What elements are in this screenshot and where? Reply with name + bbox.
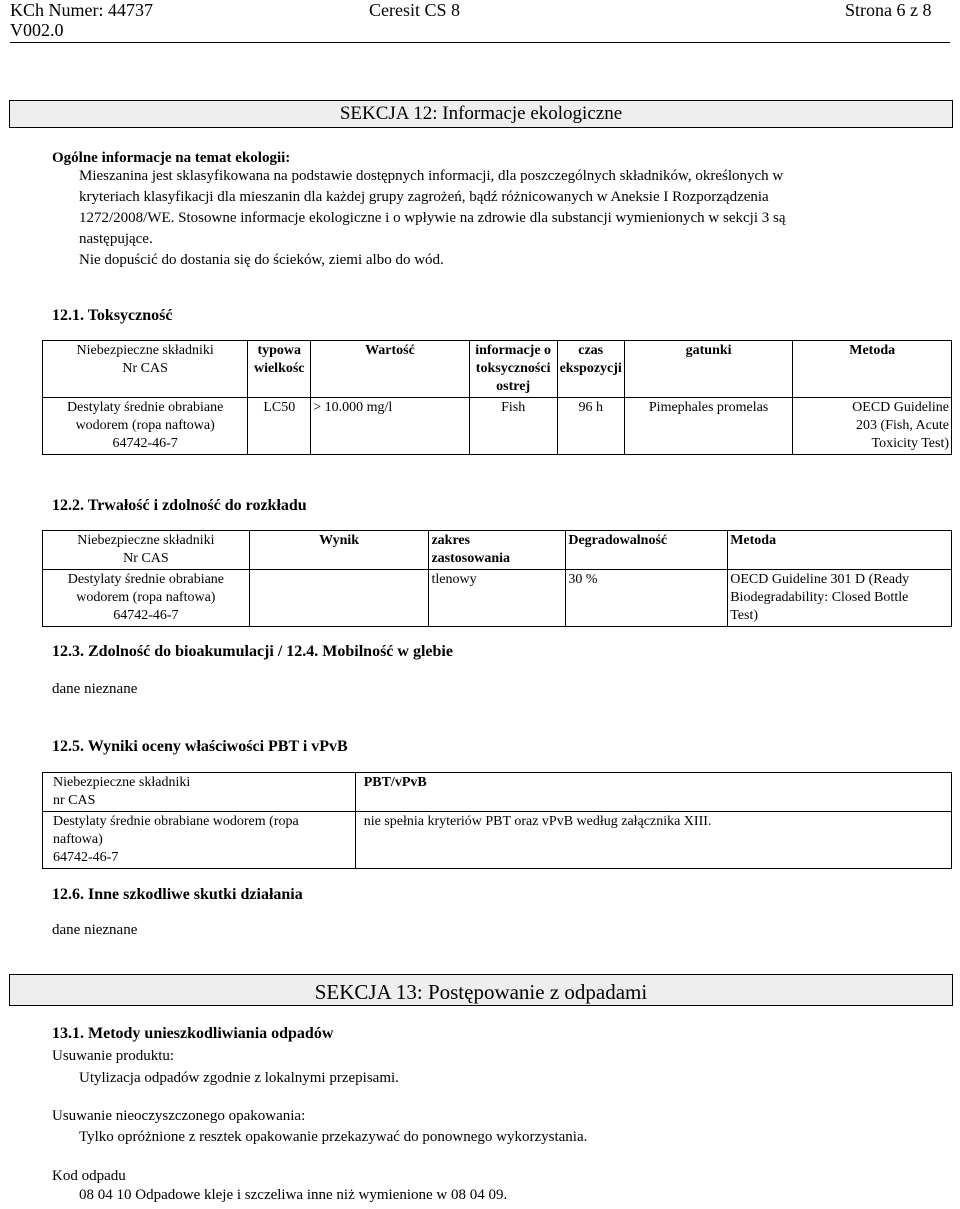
- header-cell: PBT/vPvB: [355, 773, 951, 812]
- persistence-table: [42, 530, 952, 627]
- waste-code-text: 08 04 10 Odpadowe kleje i szczeliwa inne niż wymienione w 08 04 09.: [79, 1187, 508, 1203]
- time-cell: 96 h: [557, 398, 624, 455]
- pbt-table: [42, 772, 952, 869]
- header-divider: [10, 42, 950, 43]
- section-13-title-bar: [9, 974, 953, 1006]
- header-cell: Niebezpieczne składniki Nr CAS: [43, 341, 248, 398]
- type-cell: LC50: [248, 398, 311, 455]
- other-effects-text: dane nieznane: [52, 922, 138, 938]
- subsection-12-1-title: 12.1. Toksyczność: [52, 307, 173, 324]
- header-cell: typowa wielkośc: [248, 341, 311, 398]
- general-info-line: kryteriach klasyfikacji dla mieszanin dla każdej grupy zagrożeń, bądź różnicowanych w Aneksie I Rozporządzenia: [79, 189, 769, 205]
- section-13-title: SEKCJA 13: Postępowanie z odpadami: [314, 980, 648, 1004]
- header-cell: Niebezpieczne składniki nr CAS: [43, 773, 356, 812]
- subsection-13-1-title: 13.1. Metody unieszkodliwiania odpadów: [52, 1025, 334, 1042]
- table-header-row: [43, 531, 952, 570]
- table-row: [43, 812, 952, 869]
- page-number: Strona 6 z 8: [845, 0, 932, 20]
- method-cell: OECD Guideline 203 (Fish, Acute Toxicity Test): [793, 398, 952, 455]
- degradability-cell: 30 %: [566, 570, 728, 627]
- waste-code-label: Kod odpadu: [52, 1168, 126, 1184]
- table-header-row: [43, 773, 952, 812]
- general-info-line: Mieszanina jest sklasyfikowana na podstawie dostępnych informacji, dla poszczególnych składników, określonych w: [79, 168, 784, 184]
- toxicity-table: [42, 340, 952, 455]
- packaging-disposal-label: Usuwanie nieoczyszczonego opakowania:: [52, 1108, 306, 1124]
- result-cell: [249, 570, 429, 627]
- general-info-text: [79, 166, 919, 271]
- component-cell: Destylaty średnie obrabiane wodorem (ropa naftowa) 64742-46-7: [43, 812, 356, 869]
- species-cell: Pimephales promelas: [624, 398, 793, 455]
- subsection-12-3-title: 12.3. Zdolność do bioakumulacji / 12.4. Mobilność w glebie: [52, 643, 453, 660]
- section-12-title: SEKCJA 12: Informacje ekologiczne: [339, 103, 623, 124]
- general-info-line: 1272/2008/WE. Stosowne informacje ekologiczne i o wpływie na zdrowie dla substancji wymienionych w sekcji 3 są: [79, 210, 786, 226]
- general-info-line: Nie dopuścić do dostania się do ścieków, ziemi albo do wód.: [79, 252, 444, 268]
- range-cell: tlenowy: [429, 570, 566, 627]
- header-cell: Metoda: [728, 531, 952, 570]
- product-disposal-text: Utylizacja odpadów zgodnie z lokalnymi przepisami.: [79, 1070, 399, 1086]
- component-cell: Destylaty średnie obrabiane wodorem (ropa naftowa) 64742-46-7: [43, 398, 248, 455]
- subsection-12-6-title: 12.6. Inne szkodliwe skutki działania: [52, 886, 303, 903]
- header-cell: informacje o toksyczności ostrej: [469, 341, 557, 398]
- method-cell: OECD Guideline 301 D (Ready Biodegradability: Closed Bottle Test): [728, 570, 952, 627]
- bioaccumulation-text: dane nieznane: [52, 681, 138, 697]
- tox-cell: Fish: [469, 398, 557, 455]
- table-row: [43, 570, 952, 627]
- header-cell: zakres zastosowania: [429, 531, 566, 570]
- packaging-disposal-text: Tylko opróżnione z resztek opakowanie przekazywać do ponownego wykorzystania.: [79, 1129, 588, 1145]
- product-disposal-label: Usuwanie produktu:: [52, 1048, 175, 1064]
- general-info-line: następujące.: [79, 231, 153, 247]
- header-cell: czas ekspozycji: [557, 341, 624, 398]
- general-info-heading: Ogólne informacje na temat ekologii:: [52, 150, 291, 166]
- subsection-12-5-title: 12.5. Wyniki oceny właściwości PBT i vPvB: [52, 738, 348, 755]
- component-cell: Destylaty średnie obrabiane wodorem (ropa naftowa) 64742-46-7: [43, 570, 250, 627]
- document-number: KCh Numer: 44737: [10, 0, 153, 20]
- header-cell: Wartość: [311, 341, 470, 398]
- header-cell: Degradowalność: [566, 531, 728, 570]
- header-cell: Wynik: [249, 531, 429, 570]
- table-header-row: [43, 341, 952, 398]
- document-version: V002.0: [10, 20, 64, 40]
- table-row: [43, 398, 952, 455]
- pbt-cell: nie spełnia kryteriów PBT oraz vPvB według załącznika XIII.: [355, 812, 951, 869]
- header-cell: Metoda: [793, 341, 952, 398]
- subsection-12-2-title: 12.2. Trwałość i zdolność do rozkładu: [52, 497, 307, 514]
- value-cell: > 10.000 mg/l: [311, 398, 470, 455]
- section-12-title-bar: [9, 100, 953, 128]
- product-name: Ceresit CS 8: [369, 0, 461, 20]
- header-cell: Niebezpieczne składniki Nr CAS: [43, 531, 250, 570]
- header-cell: gatunki: [624, 341, 793, 398]
